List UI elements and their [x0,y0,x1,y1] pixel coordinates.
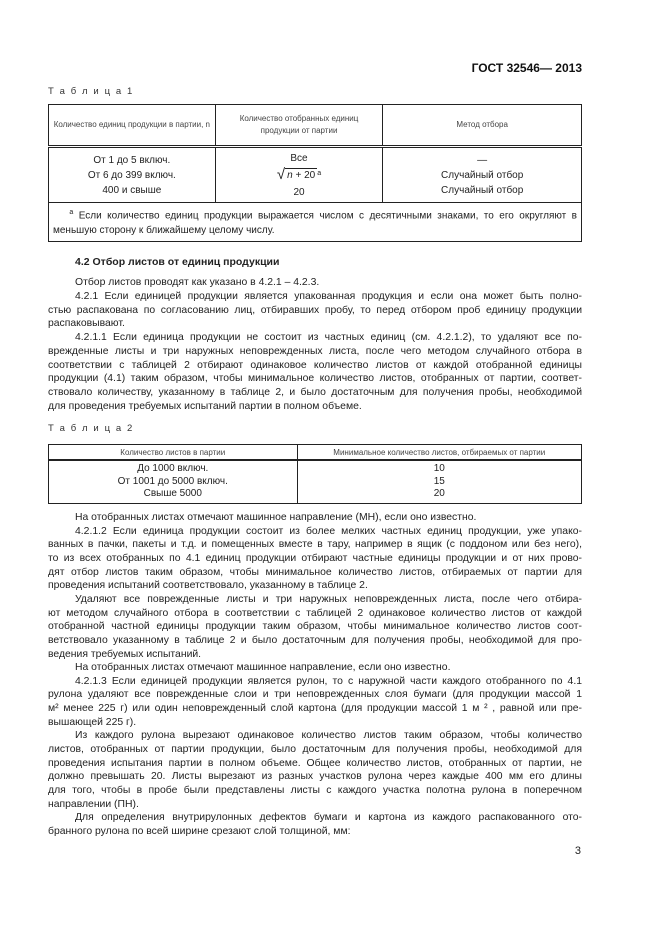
table1-caption: Т а б л и ц а 1 [48,86,134,97]
text-line: 4.2.1.1 Если единица продукции не состоит из частных единиц (см. 4.2.1.2), то удаляют все по- [75,332,582,343]
sqrt-formula [220,166,379,185]
column-header: Минимальное количество листов, отбираемых от партии [297,445,581,461]
sample-count-cell [215,147,383,203]
table-2 [48,444,582,504]
footnote-mark: a [69,209,74,216]
text-line: Из каждого рулона вырезают одинаковое количество листов таким образом, чтобы количество [75,730,582,742]
text-line: ведения требуемых испытаний. [48,648,202,660]
text-line: 4.2.1 Если единицей продукции является упакованная продукция и если она может быть полно- [75,290,582,302]
table-footnote-row [49,203,582,242]
section-heading: 4.2 Отбор листов от единиц продукции [75,256,280,268]
text-line: направлении (ПН). [48,798,139,810]
text-line: ветствовало указанному в таблице 2 и было достаточным для получения пробы, необходимой для про- [48,634,582,646]
text-line: м² менее 225 г) или один неповрежденный слой картона (для продукции массой 1 м ² , равной или пре- [48,703,582,715]
batch-size-cell [49,460,298,503]
text-line: отобранной частной единицы продукции таким образом, чтобы минимальное количество листов соот- [48,621,582,633]
text-line: Для определения внутрирулонных дефектов бумаги и картона из каждого распакованного ото- [75,812,582,824]
text-line: Отбор листов проводят как указано в 4.2.1 – 4.2.3. [75,277,320,288]
cell-line: Случайный отбор [441,184,524,196]
table-footnote [49,203,582,242]
text-line: На отобранных листах отмечают машинное направление, если оно известно. [75,662,451,674]
page-number: 3 [574,845,581,857]
text-line: 4.2.1.3 Если единицей продукции является рулон, то с наружной части каждого отобранного по 4.1 [75,675,582,687]
cell-line: Все [290,152,308,164]
text-line: дят отбор листов таким образом, чтобы минимальное количество листов, отбираемых от партии для [48,566,582,578]
text-line: продукции (4.1) таким образом, чтобы минимальное количество листов, отобранных от партии, соответ- [48,373,582,385]
text-line: ствовало количеству, указанному в таблице 2, и было достаточным для получения пробы, необходимой [48,387,582,398]
footnote-mark: a [317,169,322,177]
table-1 [48,104,582,242]
cell-line: 10 [433,463,445,474]
batch-size-cell [49,147,216,203]
text-line: то из всех отобранных по 4.1 единиц продукции отбирают частные единицы продукции и от них прово- [48,552,582,564]
text-line: стью распакована по согласованию лиц, отбиравших пробу, то перед отбором проб единицу продукции [48,304,582,316]
text-line: для того, чтобы в пробе были представлены листы с каждого участка полотна рулона в поперечном [48,785,582,796]
text-line: Удаляют все поврежденные листы и три наружных неповрежденных листа, после чего отбира- [75,593,582,605]
cell-line: От 1 до 5 включ. [93,154,171,166]
text-line: бранного рулона по всей ширине срезают слой толщиной, мм: [48,825,351,837]
cell-line: От 1001 до 5000 включ. [117,475,228,487]
column-header: Количество единиц продукции в партии, n [49,105,216,147]
cell-line: — [477,154,488,166]
column-header: Метод отбора [383,105,582,147]
cell-line: Случайный отбор [441,169,524,181]
formula-variable: n [287,169,293,181]
text-line: На отобранных листах отмечают машинное направление (МН), если оно известно. [75,512,477,523]
text-line: проведения испытания партии в полном объеме. Общее количество листов, отобранных от партии, не [48,757,582,769]
cell-line: 400 и свыше [102,184,162,196]
cell-line: 15 [433,475,445,487]
cell-line: От 6 до 399 включ. [87,169,176,181]
column-header: Количество отобранных единиц продукции от партии [215,105,383,147]
table-header-row [49,105,582,147]
sqrt-symbol: √ [276,165,286,183]
text-line: распаковывают. [48,318,125,330]
formula-rest: + 20 [295,169,316,181]
text-line: вышающей 225 г). [48,716,137,728]
document-id: ГОСТ 32546— 2013 [471,61,582,75]
text-line: рулона удаляют все поврежденные слои и три неповрежденных слоя бумаги (для продукции массой 1 [48,689,582,701]
text-line: 4.2.1.2 Если единица продукции состоит из более мелких частных единиц продукции, уже упако- [75,525,582,537]
text-line: ют методом случайного отбора в соответствии с таблицей 2 одинаковое количество листов от каждой [48,607,582,619]
table-header-row [49,445,582,461]
text-line: для проведения требуемых испытаний партии в полном объеме. [48,400,362,412]
text-line: соответствии с таблицей 2 отбирают одинаковое количество листов от каждой отобранной единицы [48,359,582,371]
cell-line: 20 [293,186,305,198]
text-line: должно превышать 20. Листы вырезают из разных участков рулона через каждые 400 мм его длины [48,771,582,783]
text-line: врежденные листы и три наружных неповрежденных листа, после чего методом случайного отбора в [48,345,582,357]
text-line: ванных в пачки, пакеты и т.д. и помещенных вместе в тару, например в ящик (с поддоном или без него), [48,539,582,551]
footnote-text: Если количество единиц продукции выражается числом с десятичными знаками, то его округляют в меньшую сторону к ближайшему целому числу. [53,210,577,237]
cell-line: 20 [433,488,445,499]
cell-line: До 1000 включ. [137,463,209,474]
text-line: проведения испытаний соответствовало, указанному в таблице 2. [48,580,368,592]
method-cell [383,147,582,203]
text-line: листов, отобранных от партии продукции, было достаточным для получения пробы, необходимой для [48,744,582,756]
table-row [49,147,582,203]
table2-caption: Т а б л и ц а 2 [48,423,134,434]
cell-line: Свыше 5000 [143,488,202,499]
column-header: Количество листов в партии [49,445,298,461]
min-sheets-cell [297,460,581,503]
table-row [49,460,582,503]
